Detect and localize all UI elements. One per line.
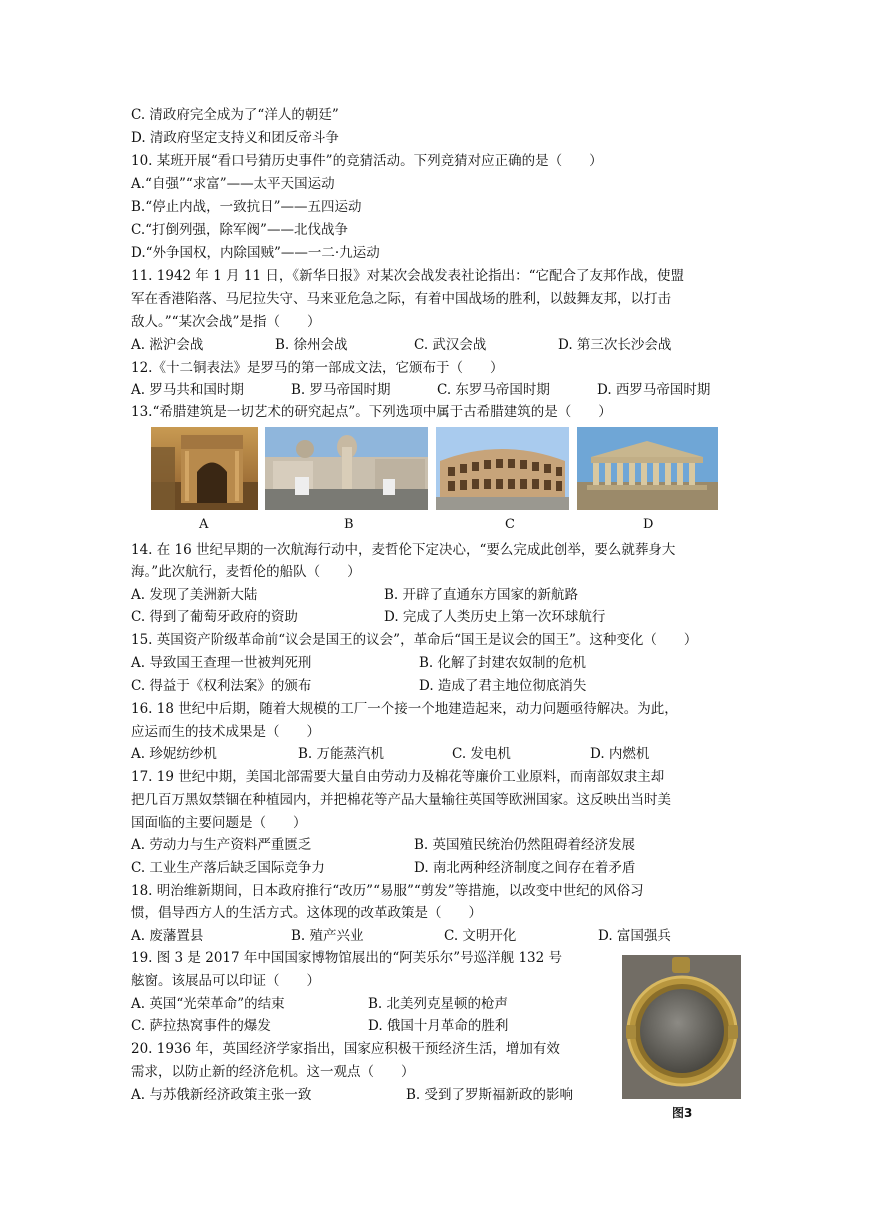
q14-option-c: C. 得到了葡萄牙政府的资助 xyxy=(131,609,298,625)
q9-option-d: D. 清政府坚定支持义和团反帝斗争 xyxy=(131,130,339,146)
q19-stem-line1: 19. 图 3 是 2017 年中国国家博物馆展出的“阿芙乐尔”号巡洋舰 132 号 xyxy=(131,950,563,966)
q11-option-d: D. 第三次长沙会战 xyxy=(558,337,672,353)
q18-stem-line1: 18. 明治维新期间，日本政府推行“改历”“易服”“剪发”等措施，以改变中世纪的风俗习 xyxy=(131,883,644,899)
q16-stem-line1: 16. 18 世纪中后期，随着大规模的工厂一个接一个地建造起来，动力问题亟待解决。为此， xyxy=(131,701,678,717)
q11-option-c: C. 武汉会战 xyxy=(414,337,487,353)
q16-option-a: A. 珍妮纺纱机 xyxy=(131,746,217,762)
q17-stem-line2: 把几百万黑奴禁锢在种植园内，并把棉花等产品大量输往英国等欧洲国家。这反映出当时美 xyxy=(131,792,671,808)
q17-stem-line3: 国面临的主要问题是（ ） xyxy=(131,815,307,831)
q13-picture-c-label: C xyxy=(505,517,515,532)
porthole-photo xyxy=(622,955,741,1099)
roman-square-photo xyxy=(265,427,428,510)
q12-option-c: C. 东罗马帝国时期 xyxy=(437,382,550,398)
q13-stem: 13.“希腊建筑是一切艺术的研究起点”。下列选项中属于古希腊建筑的是（ ） xyxy=(131,404,612,420)
q17-option-b: B. 英国殖民统治仍然阻碍着经济发展 xyxy=(414,837,636,853)
q19-stem-line2: 舷窗。该展品可以印证（ ） xyxy=(131,973,320,989)
q10-option-a: A.“自强”“求富”——太平天国运动 xyxy=(131,176,335,192)
q19-option-a: A. 英国“光荣革命”的结束 xyxy=(131,996,285,1012)
q13-picture-a-label: A xyxy=(199,517,209,532)
q15-option-d: D. 造成了君主地位彻底消失 xyxy=(419,678,587,694)
q16-option-d: D. 内燃机 xyxy=(590,746,650,762)
q12-option-b: B. 罗马帝国时期 xyxy=(291,382,391,398)
q11-stem-line1: 11. 1942 年 1 月 11 日，《新华日报》对某次会战发表社论指出：“它配合了友邦作战，使盟 xyxy=(131,268,684,284)
q12-stem: 12.《十二铜表法》是罗马的第一部成文法，它颁布于（ ） xyxy=(131,360,504,376)
q18-stem-line2: 惯，倡导西方人的生活方式。这体现的改革政策是（ ） xyxy=(131,905,482,921)
q16-stem-line2: 应运而生的技术成果是（ ） xyxy=(131,724,320,740)
parthenon-photo xyxy=(577,427,718,510)
triumphal-arch-photo xyxy=(151,427,258,510)
q9-option-c: C. 清政府完全成为了“洋人的朝廷” xyxy=(131,107,339,123)
q17-option-d: D. 南北两种经济制度之间存在着矛盾 xyxy=(414,860,636,876)
q13-picture-b-label: B xyxy=(344,517,354,532)
q15-option-c: C. 得益于《权利法案》的颁布 xyxy=(131,678,312,694)
q11-option-b: B. 徐州会战 xyxy=(275,337,348,353)
q11-stem-line2: 军在香港陷落、马尼拉失守、马来亚危急之际，有着中国战场的胜利，以鼓舞友邦，以打击 xyxy=(131,291,671,307)
q14-option-d: D. 完成了人类历史上第一次环球航行 xyxy=(384,609,606,625)
q18-option-a: A. 废藩置县 xyxy=(131,928,204,944)
q16-option-b: B. 万能蒸汽机 xyxy=(298,746,385,762)
q19-option-d: D. 俄国十月革命的胜利 xyxy=(368,1018,509,1034)
q11-option-a: A. 淞沪会战 xyxy=(131,337,204,353)
q15-option-a: A. 导致国王查理一世被判死刑 xyxy=(131,655,312,671)
q10-option-c: C.“打倒列强，除军阀”——北伐战争 xyxy=(131,222,348,238)
q10-stem: 10. 某班开展“看口号猜历史事件”的竞猜活动。下列竞猜对应正确的是（ ） xyxy=(131,153,603,169)
q11-stem-line3: 敌人。”“某次会战”是指（ ） xyxy=(131,314,321,330)
q18-option-b: B. 殖产兴业 xyxy=(291,928,364,944)
q20-option-b: B. 受到了罗斯福新政的影响 xyxy=(406,1087,574,1103)
q20-stem-line2: 需求，以防止新的经济危机。这一观点（ ） xyxy=(131,1064,415,1080)
q15-stem: 15. 英国资产阶级革命前“议会是国王的议会”，革命后“国王是议会的国王”。这种变化（ ） xyxy=(131,632,698,648)
q19-option-b: B. 北美列克星顿的枪声 xyxy=(368,996,509,1012)
q12-option-d: D. 西罗马帝国时期 xyxy=(597,382,711,398)
q12-option-a: A. 罗马共和国时期 xyxy=(131,382,244,398)
q10-option-b: B.“停止内战，一致抗日”——五四运动 xyxy=(131,199,362,215)
q14-stem-line2: 海。”此次航行，麦哲伦的船队（ ） xyxy=(131,564,361,580)
q14-stem-line1: 14. 在 16 世纪早期的一次航海行动中，麦哲伦下定决心，“要么完成此创举，要么就葬身大 xyxy=(131,542,676,558)
q17-option-c: C. 工业生产落后缺乏国际竞争力 xyxy=(131,860,325,876)
q10-option-d: D.“外争国权，内除国贼”——一二·九运动 xyxy=(131,245,380,261)
q20-option-a: A. 与苏俄新经济政策主张一致 xyxy=(131,1087,312,1103)
q17-stem-line1: 17. 19 世纪中期，美国北部需要大量自由劳动力及棉花等廉价工业原料，而南部奴隶主却 xyxy=(131,769,665,785)
q17-option-a: A. 劳动力与生产资料严重匮乏 xyxy=(131,837,312,853)
figure-3-caption: 图3 xyxy=(672,1106,693,1120)
q16-option-c: C. 发电机 xyxy=(452,746,511,762)
q14-option-a: A. 发现了美洲新大陆 xyxy=(131,587,258,603)
colosseum-photo xyxy=(436,427,569,510)
q13-picture-d-label: D xyxy=(643,517,654,532)
q15-option-b: B. 化解了封建农奴制的危机 xyxy=(419,655,587,671)
q18-option-c: C. 文明开化 xyxy=(444,928,517,944)
q19-option-c: C. 萨拉热窝事件的爆发 xyxy=(131,1018,271,1034)
q14-option-b: B. 开辟了直通东方国家的新航路 xyxy=(384,587,579,603)
q18-option-d: D. 富国强兵 xyxy=(598,928,671,944)
q20-stem-line1: 20. 1936 年，英国经济学家指出，国家应积极干预经济生活，增加有效 xyxy=(131,1041,560,1057)
